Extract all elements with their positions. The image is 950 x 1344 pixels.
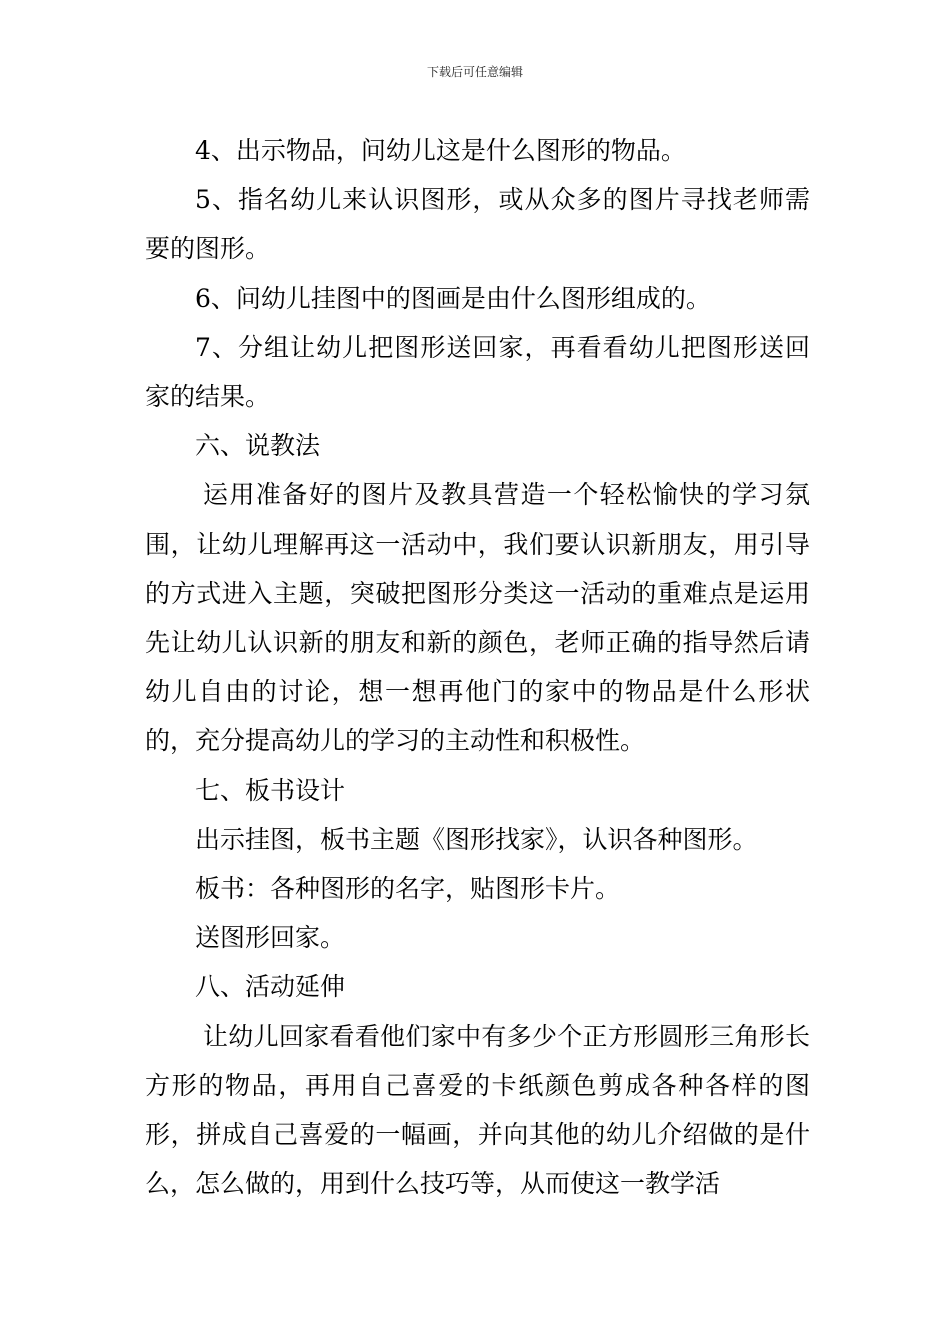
paragraph-step-5: 5、指名幼儿来认识图形，或从众多的图片寻找老师需要的图形。	[145, 185, 810, 264]
document-body	[145, 126, 810, 1208]
paragraph-teaching-method: 运用准备好的图片及教具营造一个轻松愉快的学习氛围，让幼儿理解再这一活动中，我们要认识新朋友，用引导的方式进入主题，突破把图形分类这一活动的重难点是运用先让幼儿认识新的朋友和新的颜色，老师正确的指导然后请幼儿自由的讨论，想一想再他门的家中的物品是什么形状的，充分提高幼儿的学习的主动性和积极性。	[145, 480, 810, 756]
heading-teaching-method: 六、说教法	[195, 431, 321, 461]
paragraph-board-2: 板书：各种图形的名字，贴图形卡片。	[195, 874, 621, 904]
paragraph-step-6: 6、问幼儿挂图中的图画是由什么图形组成的。	[195, 283, 711, 313]
paragraph-activity-extension: 让幼儿回家看看他们家中有多少个正方形圆形三角形长方形的物品，再用自己喜爱的卡纸颜色剪成各种各样的图形，拼成自己喜爱的一幅画，并向其他的幼儿介绍做的是什么，怎么做的，用到什么技巧等，从而使这一教学活	[145, 1021, 810, 1199]
heading-activity-extension: 八、活动延伸	[195, 972, 346, 1002]
paragraph-step-7: 7、分组让幼儿把图形送回家，再看看幼儿把图形送回家的结果。	[145, 332, 810, 412]
paragraph-board-3: 送图形回家。	[195, 923, 346, 953]
paragraph-board-1: 出示挂图，板书主题《图形找家》，认识各种图形。	[195, 824, 758, 854]
paragraph-step-4: 4、出示物品，问幼儿这是什么图形的物品。	[195, 136, 686, 165]
heading-board-design: 七、板书设计	[195, 775, 346, 805]
page-header: 下载后可任意编辑	[426, 65, 523, 79]
